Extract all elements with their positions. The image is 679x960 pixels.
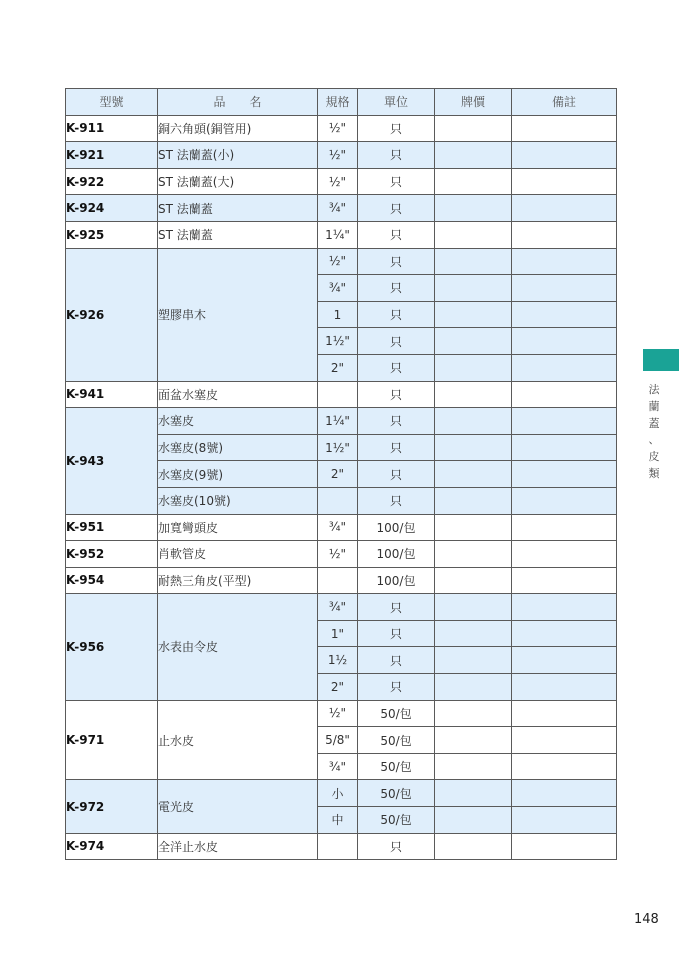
spec-cell [318,381,358,408]
spec-cell: ½" [318,142,358,169]
unit-cell: 只 [358,248,435,275]
product-price-table [65,88,617,860]
unit-cell: 只 [358,354,435,381]
price-cell [435,700,512,727]
name-cell: 水塞皮(8號) [158,434,318,461]
price-cell [435,594,512,621]
table-row [66,115,617,142]
note-cell [512,807,617,834]
model-cell: K-971 [66,700,158,780]
name-cell: 水塞皮(10號) [158,487,318,514]
price-cell [435,142,512,169]
unit-cell: 只 [358,301,435,328]
name-cell: ST 法蘭蓋 [158,221,318,248]
price-cell [435,674,512,701]
price-cell [435,275,512,302]
table-row [66,594,617,621]
table-row [66,168,617,195]
spec-cell: 小 [318,780,358,807]
table-row [66,221,617,248]
note-cell [512,142,617,169]
model-cell: K-921 [66,142,158,169]
table-row [66,142,617,169]
note-cell [512,567,617,594]
spec-cell: 1¼" [318,408,358,435]
model-cell: K-926 [66,248,158,381]
unit-cell: 只 [358,328,435,355]
name-cell: 塑膠串木 [158,248,318,381]
spec-cell: ½" [318,248,358,275]
price-cell [435,567,512,594]
spec-cell: ¾" [318,275,358,302]
unit-cell: 50/包 [358,780,435,807]
note-cell [512,195,617,222]
name-cell: 電光皮 [158,780,318,833]
table-row [66,833,617,860]
spec-cell: ¾" [318,195,358,222]
table-row [66,381,617,408]
note-cell [512,248,617,275]
name-cell: ST 法蘭蓋(小) [158,142,318,169]
unit-cell: 只 [358,381,435,408]
price-cell [435,328,512,355]
section-tab-marker [643,349,679,371]
price-cell [435,408,512,435]
unit-cell: 只 [358,674,435,701]
price-cell [435,620,512,647]
spec-cell: ¾" [318,753,358,780]
note-cell [512,328,617,355]
note-cell [512,833,617,860]
spec-cell: 5/8" [318,727,358,754]
name-cell: 全洋止水皮 [158,833,318,860]
price-cell [435,354,512,381]
note-cell [512,594,617,621]
table-row [66,514,617,541]
price-cell [435,487,512,514]
name-cell: ST 法蘭蓋(大) [158,168,318,195]
model-cell: K-972 [66,780,158,833]
name-cell: 肖軟管皮 [158,541,318,568]
name-cell: 耐熱三角皮(平型) [158,567,318,594]
note-cell [512,275,617,302]
note-cell [512,221,617,248]
price-cell [435,195,512,222]
price-cell [435,727,512,754]
spec-cell: 1" [318,620,358,647]
unit-cell: 只 [358,115,435,142]
model-cell: K-941 [66,381,158,408]
note-cell [512,647,617,674]
spec-cell: 2" [318,354,358,381]
table-row [66,195,617,222]
section-tab-label: 法 蘭 蓋 、 皮 類 [648,383,660,480]
table-row [66,567,617,594]
price-cell [435,541,512,568]
unit-cell: 50/包 [358,727,435,754]
note-cell [512,301,617,328]
unit-cell: 只 [358,408,435,435]
spec-cell [318,487,358,514]
page-number: 148 [634,912,659,927]
name-cell: 加寬彎頭皮 [158,514,318,541]
spec-cell: 2" [318,461,358,488]
unit-cell: 只 [358,594,435,621]
price-cell [435,753,512,780]
note-cell [512,780,617,807]
unit-cell: 只 [358,833,435,860]
note-cell [512,541,617,568]
price-cell [435,301,512,328]
header-price: 牌價 [435,89,512,116]
price-cell [435,514,512,541]
spec-cell: ¾" [318,514,358,541]
note-cell [512,753,617,780]
unit-cell: 只 [358,434,435,461]
model-cell: K-925 [66,221,158,248]
table-row [66,780,617,807]
price-cell [435,221,512,248]
header-unit: 單位 [358,89,435,116]
price-cell [435,647,512,674]
price-cell [435,461,512,488]
model-cell: K-911 [66,115,158,142]
spec-cell: ½" [318,115,358,142]
model-cell: K-951 [66,514,158,541]
note-cell [512,514,617,541]
model-cell: K-922 [66,168,158,195]
unit-cell: 只 [358,647,435,674]
unit-cell: 50/包 [358,700,435,727]
unit-cell: 100/包 [358,541,435,568]
spec-cell: 中 [318,807,358,834]
table-header [66,89,617,116]
name-cell: 水塞皮 [158,408,318,435]
spec-cell [318,833,358,860]
model-cell: K-924 [66,195,158,222]
spec-cell [318,567,358,594]
table-row [66,248,617,275]
unit-cell: 只 [358,195,435,222]
header-note: 備註 [512,89,617,116]
price-cell [435,168,512,195]
spec-cell: 1½" [318,434,358,461]
model-cell: K-954 [66,567,158,594]
name-cell: 水塞皮(9號) [158,461,318,488]
model-cell: K-956 [66,594,158,700]
model-cell: K-943 [66,408,158,514]
note-cell [512,168,617,195]
price-cell [435,434,512,461]
spec-cell: ½" [318,168,358,195]
unit-cell: 50/包 [358,753,435,780]
note-cell [512,408,617,435]
unit-cell: 只 [358,168,435,195]
spec-cell: 1¼" [318,221,358,248]
model-cell: K-952 [66,541,158,568]
spec-cell: ½" [318,541,358,568]
name-cell: 銅六角頭(銅管用) [158,115,318,142]
note-cell [512,727,617,754]
model-cell: K-974 [66,833,158,860]
unit-cell: 100/包 [358,514,435,541]
spec-cell: ½" [318,700,358,727]
note-cell [512,461,617,488]
unit-cell: 只 [358,487,435,514]
unit-cell: 100/包 [358,567,435,594]
unit-cell: 只 [358,461,435,488]
note-cell [512,381,617,408]
price-cell [435,807,512,834]
spec-cell: ¾" [318,594,358,621]
spec-cell: 1½ [318,647,358,674]
spec-cell: 2" [318,674,358,701]
note-cell [512,674,617,701]
note-cell [512,620,617,647]
name-cell: ST 法蘭蓋 [158,195,318,222]
note-cell [512,700,617,727]
price-cell [435,115,512,142]
name-cell: 面盆水塞皮 [158,381,318,408]
unit-cell: 只 [358,275,435,302]
table-row [66,541,617,568]
table-row [66,700,617,727]
spec-cell: 1 [318,301,358,328]
price-cell [435,248,512,275]
unit-cell: 只 [358,221,435,248]
note-cell [512,434,617,461]
name-cell: 水表由令皮 [158,594,318,700]
unit-cell: 50/包 [358,807,435,834]
spec-cell: 1½" [318,328,358,355]
price-cell [435,780,512,807]
header-model: 型號 [66,89,158,116]
unit-cell: 只 [358,142,435,169]
note-cell [512,115,617,142]
note-cell [512,354,617,381]
note-cell [512,487,617,514]
header-name: 品 名 [158,89,318,116]
name-cell: 止水皮 [158,700,318,780]
price-cell [435,381,512,408]
header-spec: 規格 [318,89,358,116]
unit-cell: 只 [358,620,435,647]
price-cell [435,833,512,860]
table-row [66,408,617,435]
